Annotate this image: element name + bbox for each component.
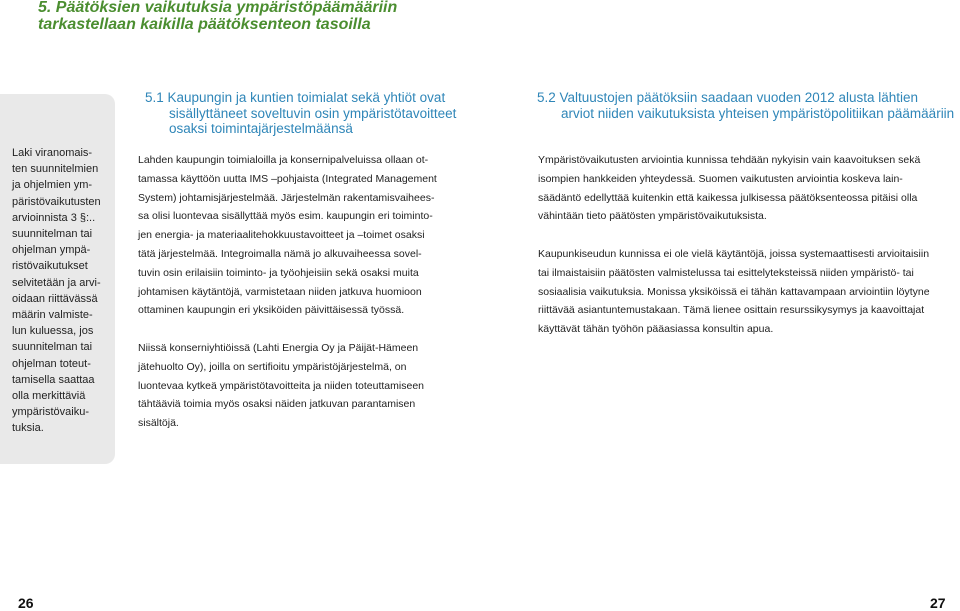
sidebar-line: arvioinnista 3 §:.. [12, 211, 96, 224]
paragraph-line: vähintään tieto päätösten ympäristövaikutuksista. [538, 210, 767, 223]
paragraph-line: säädäntö edellyttää kuitenkin että kaikessa julkisessa päätöksenteossa pitäisi olla [538, 191, 918, 204]
sidebar-line: tamisella saattaa [12, 373, 95, 386]
sidebar-line: määrin valmiste- [12, 309, 93, 322]
sidebar-line: lun kuluessa, jos [12, 325, 94, 338]
section-5-1-body [138, 151, 437, 433]
paragraph-gap [138, 320, 437, 339]
paragraph-line: System) johtamisjärjestelmää. Järjestelmän rakentamisvaihees- [138, 191, 435, 204]
sidebar-line: päristövaikutusten [12, 195, 101, 208]
paragraph-line: isompien hankkeiden yhteydessä. Suomen vaikutusten arviointia koskeva lain- [538, 172, 903, 185]
sidebar-line: ten suunnitelmien [12, 163, 99, 176]
heading-line: 5.2 Valtuustojen päätöksiin saadaan vuoden 2012 alusta lähtien [537, 90, 919, 105]
section-5-2-heading [537, 90, 954, 121]
paragraph-line: ottaminen kaupungin eri yksiköiden päivittäisessä työssä. [138, 304, 405, 317]
sidebar-quote [12, 145, 110, 437]
paragraph-line: riittävää asiantuntemustakaan. Tämä lienee osittain resurssikysymys ja kaavoittajat [538, 304, 925, 317]
heading-line: osaksi toimintajärjestelmäänsä [169, 121, 353, 136]
sidebar-line: oidaan riittävässä [12, 292, 98, 305]
paragraph-gap [538, 226, 930, 245]
paragraph-line: jätehuolto Oy), joilla on sertifioitu ympäristöjärjestelmä, on [138, 360, 407, 373]
paragraph-line: Ympäristövaikutusten arviointia kunnissa tehdään nykyisin vain kaavoituksen sekä [538, 154, 921, 166]
sidebar-line: ristövaikutukset [12, 260, 88, 273]
chapter-title [38, 0, 397, 33]
page-number-right: 27 [930, 595, 946, 611]
sidebar-line: ympäristövaiku- [12, 406, 90, 419]
section-5-1-heading [145, 90, 456, 137]
sidebar-line: Laki viranomais- [12, 147, 93, 159]
paragraph-line: sisältöjä. [138, 417, 179, 430]
paragraph-line: luontevaa kytkeä ympäristötavoitteita ja niiden toteuttamiseen [138, 379, 424, 392]
heading-line: 5.1 Kaupungin ja kuntien toimialat sekä yhtiöt ovat [145, 90, 446, 105]
paragraph-line: tai ilmaistaisiin päätösten valmistelussa tai esittelyteksteissä niiden ympäristö- tai [538, 266, 914, 279]
page-number-left: 26 [18, 595, 34, 611]
paragraph-line: tätä järjestelmää. Integroimalla nämä jo alkuvaiheessa sovel- [138, 247, 422, 260]
sidebar-line: ohjelman toteut- [12, 357, 91, 370]
paragraph-line: tähtääviä toimia myös osaksi näiden jatkuvan parantamisen [138, 398, 416, 411]
sidebar-line: olla merkittäviä [12, 390, 86, 403]
sidebar-line: suunnitelman tai [12, 341, 93, 354]
paragraph-line: käyttävät tähän työhön pääasiassa konsultin apua. [538, 323, 774, 336]
paragraph-line: jen energia- ja materiaalitehokkuustavoitteet ja –toimet osaksi [138, 229, 425, 242]
sidebar-line: ohjelman ympä- [12, 244, 91, 257]
sidebar-line: selvitetään ja arvi- [12, 276, 101, 289]
paragraph-line: Kaupunkiseudun kunnissa ei ole vielä käytäntöjä, joissa systemaattisesti arvioitaisiin [538, 247, 930, 260]
sidebar-line: ja ohjelmien ym- [12, 179, 93, 192]
heading-line: sisällyttäneet soveltuvin osin ympäristötavoitteet [169, 105, 457, 121]
chapter-title-line: tarkastellaan kaikilla päätöksenteon tasoilla [38, 16, 371, 33]
heading-line: arviot niiden vaikutuksista yhteisen ympäristöpolitiikan päämääriin [561, 105, 955, 121]
sidebar-line: suunnitelman tai [12, 228, 93, 241]
paragraph-line: johtamisen käytäntöjä, varmistetaan niiden jatkuva huomioon [138, 285, 422, 298]
paragraph-line: tamassa käyttöön uutta IMS –pohjaista (Integrated Management [138, 172, 437, 185]
sidebar-line: tuksia. [12, 422, 44, 435]
paragraph-line: tuvin osin erilaisiin toiminto- ja työohjeisiin sekä osaksi muita [138, 266, 419, 279]
section-5-2-body [538, 151, 930, 339]
paragraph-line: Lahden kaupungin toimialoilla ja konsernipalveluissa ollaan ot- [138, 154, 429, 166]
paragraph-line: sosiaalisia vaikutuksia. Monissa yksiköissä ei tähän kattavampaan arviointiin löytyne [538, 285, 930, 298]
chapter-title-line: 5. Päätöksien vaikutuksia ympäristöpäämääriin [38, 0, 398, 16]
paragraph-line: Niissä konserniyhtiöissä (Lahti Energia Oy ja Päijät-Hämeen [138, 341, 419, 354]
paragraph-line: sa olisi luontevaa sisällyttää myös esim. kaupungin eri toiminto- [138, 210, 433, 223]
